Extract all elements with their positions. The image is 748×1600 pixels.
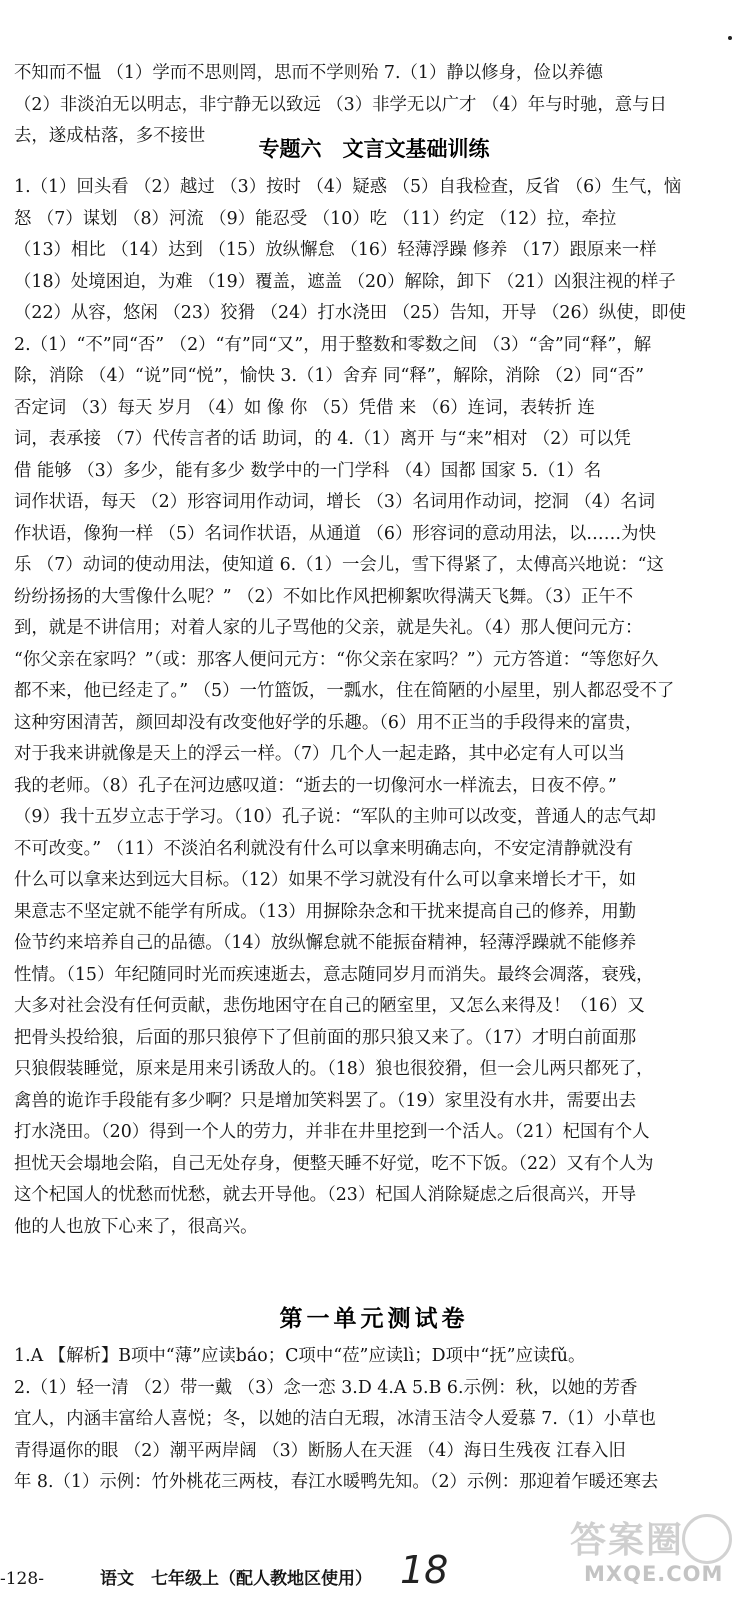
text-line: 这个杞国人的忧愁而忧愁，就去开导他。（23）杞国人消除疑虑之后很高兴，开导 [14,1185,637,1205]
text-line: 禽兽的诡诈手段能有多少啊？只是增加笑料罢了。（19）家里没有水井，需要出去 [14,1090,637,1111]
watermark-brand: 答案圈 [570,1520,685,1561]
book-title: 语文 七年级上（配人教地区使用） [100,1569,372,1589]
text-line: （13）相比 （14）达到 （15）放纵懈怠 （16）轻薄浮躁 修养 （17）跟原来一样 [14,240,657,260]
text-line: 否定词 （3）每天 岁月 （4）如 像 你 （5）凭借 来 （6）连词，表转折 连 [14,397,595,418]
text-line: （9）我十五岁立志于学习。（10）孔子说：“军队的主帅可以改变，普通人的志气却 [14,807,657,827]
text-line: 什么可以拿来达到远大目标。（12）如果不学习就没有什么可以拿来增长才干，如 [14,870,637,890]
text-line: （18）处境困迫，为难 （19）覆盖，遮盖 （20）解除，卸下 （21）凶狠注视的样子 [14,271,676,292]
text-line: 不知而不愠 （1）学而不思则罔，思而不学则殆 7.（1）静以修身，俭以养德 [14,63,603,83]
section-answers [14,172,738,1243]
text-line: 作状语，像狗一样 （5）名词作状语，从通道 （6）形容词的意动用法，以……为快 [14,523,656,544]
watermark-site: MXQE.COM [584,1562,724,1586]
text-line: “你父亲在家吗？”（或：那客人便问元方：“你父亲在家吗？”）元方答道：“等您好久 [14,649,659,670]
text-line: 不可改变。” （11）不淡泊名利就没有什么可以拿来明确志向，不安定清静就没有 [14,838,634,859]
text-line: 果意志不坚定就不能学有所成。（13）用摒除杂念和干扰来提高自己的修养，用勤 [14,901,637,922]
text-line: 担忧天会塌地会陷，自己无处存身，便整天睡不好觉，吃不下饭。（22）又有个人为 [14,1153,654,1174]
text-line: 我的老师。（8）孔子在河边感叹道：“逝去的一切像河水一样流去，日夜不停。” [14,775,617,796]
text-line: 宜人，内涵丰富给人喜悦；冬，以她的洁白无瑕，冰清玉洁令人爱慕 7.（1）小草也 [14,1409,656,1429]
text-line: 借 能够 （3）多少，能有多少 数学中的一门学科 （4）国都 国家 5.（1）名 [14,460,602,481]
handwritten-note: 18 [400,1548,449,1592]
text-line: 词，表承接 （7）代传言者的话 助词，的 4.（1）离开 与“来”相对 （2）可以凭 [14,429,631,449]
text-line: 这种穷困清苦，颜回却没有改变他好学的乐趣。（6）用不正当的手段得来的富贵， [14,712,643,733]
text-line: 怒 （7）谋划 （8）河流 （9）能忍受 （10）吃 （11）约定 （12）拉，牵拉 [14,208,617,229]
text-line: 词作状语，每天 （2）形容词用作动词，增长 （3）名词用作动词，挖洞 （4）名词 [14,492,656,512]
text-line: 乐 （7）动词的使动用法，使知道 6.（1）一会儿，雪下得紧了，太傅高兴地说：“这 [14,555,664,575]
page-number: -128- [0,1569,44,1589]
text-line: 2.（1）轻一清 （2）带一戴 （3）念一恋 3.D 4.A 5.B 6.示例：秋，以她的芳香 [14,1377,638,1398]
text-line: 年 8.（1）示例：竹外桃花三两枝，春江水暖鸭先知。（2）示例：那迎着乍暖还寒去 [14,1472,659,1492]
text-line: 1.（1）回头看 （2）越过 （3）按时 （4）疑惑 （5）自我检查，反省 （6）生气，恼 [14,177,682,197]
unit-test-title: 第一单元测试卷 [279,1305,469,1332]
watermark [570,1512,742,1594]
text-line: 对于我来讲就像是天上的浮云一样。（7）几个人一起走路，其中必定有人可以当 [14,744,626,764]
text-line: 大多对社会没有任何贡献，悲伤地困守在自己的陋室里，又怎么来得及！（16）又 [14,996,645,1016]
text-line: 只狼假装睡觉，原来是用来引诱敌人的。（18）狼也很狡猾，但一会儿两只都死了， [14,1059,654,1079]
text-line: 到，就是不讲信用；对着人家的儿子骂他的父亲，就是失礼。（4）那人便问元方： [14,618,643,638]
text-line: 除，消除 （4）“说”同“悦”，愉快 3.（1）舍弃 同“释”，解除，消除 （2）同“否” [14,366,644,386]
text-line: 性情。（15）年纪随同时光而疾速逝去，意志随同岁月而消失。最终会凋落，衰残， [14,964,654,985]
text-line: 打水浇田。（20）得到一个人的劳力，并非在井里挖到一个活人。（21）杞国有个人 [14,1122,650,1142]
text-line: 他的人也放下心来了，很高兴。 [14,1216,258,1237]
text-line: 去，遂成枯落，多不接世 [14,126,206,146]
text-line: 俭节约来培养自己的品德。（14）放纵懈怠就不能振奋精神，轻薄浮躁就不能修养 [14,933,637,953]
text-line: 青得逼你的眼 （2）潮平两岸阔 （3）断肠人在天涯 （4）海日生残夜 江春入旧 [14,1440,626,1461]
text-line: （2）非淡泊无以明志，非宁静无以致远 （3）非学无以广才 （4）年与时驰，意与日 [14,94,667,115]
watermark-logo-icon [682,1514,732,1564]
text-line: 都不来，他已经走了。” （5）一竹篮饭，一瓢水，住在简陋的小屋里，别人都忍受不了 [14,681,675,701]
corner-mark [728,36,732,40]
section-title: 专题六 文言文基础训练 [258,137,490,161]
text-line: 2.（1）“不”同“否” （2）“有”同“又”，用于整数和零数之间 （3）“舍”同“释”，解 [14,334,652,355]
text-line: 纷纷扬扬的大雪像什么呢？” （2）不如比作风把柳絮吹得满天飞舞。（3）正午不 [14,586,634,607]
text-line: （22）从容，悠闲 （23）狡猾 （24）打水浇田 （25）告知，开导 （26）纵使，即使 [14,303,686,323]
text-line: 把骨头投给狼，后面的那只狼停下了但前面的那只狼又来了。（17）才明白前面那 [14,1027,637,1048]
unit-test-answers [14,1341,738,1499]
text-line: 1.A 【解析】B项中“薄”应读báo；C项中“莅”应读lì；D项中“抚”应读fǔ。 [14,1346,586,1366]
